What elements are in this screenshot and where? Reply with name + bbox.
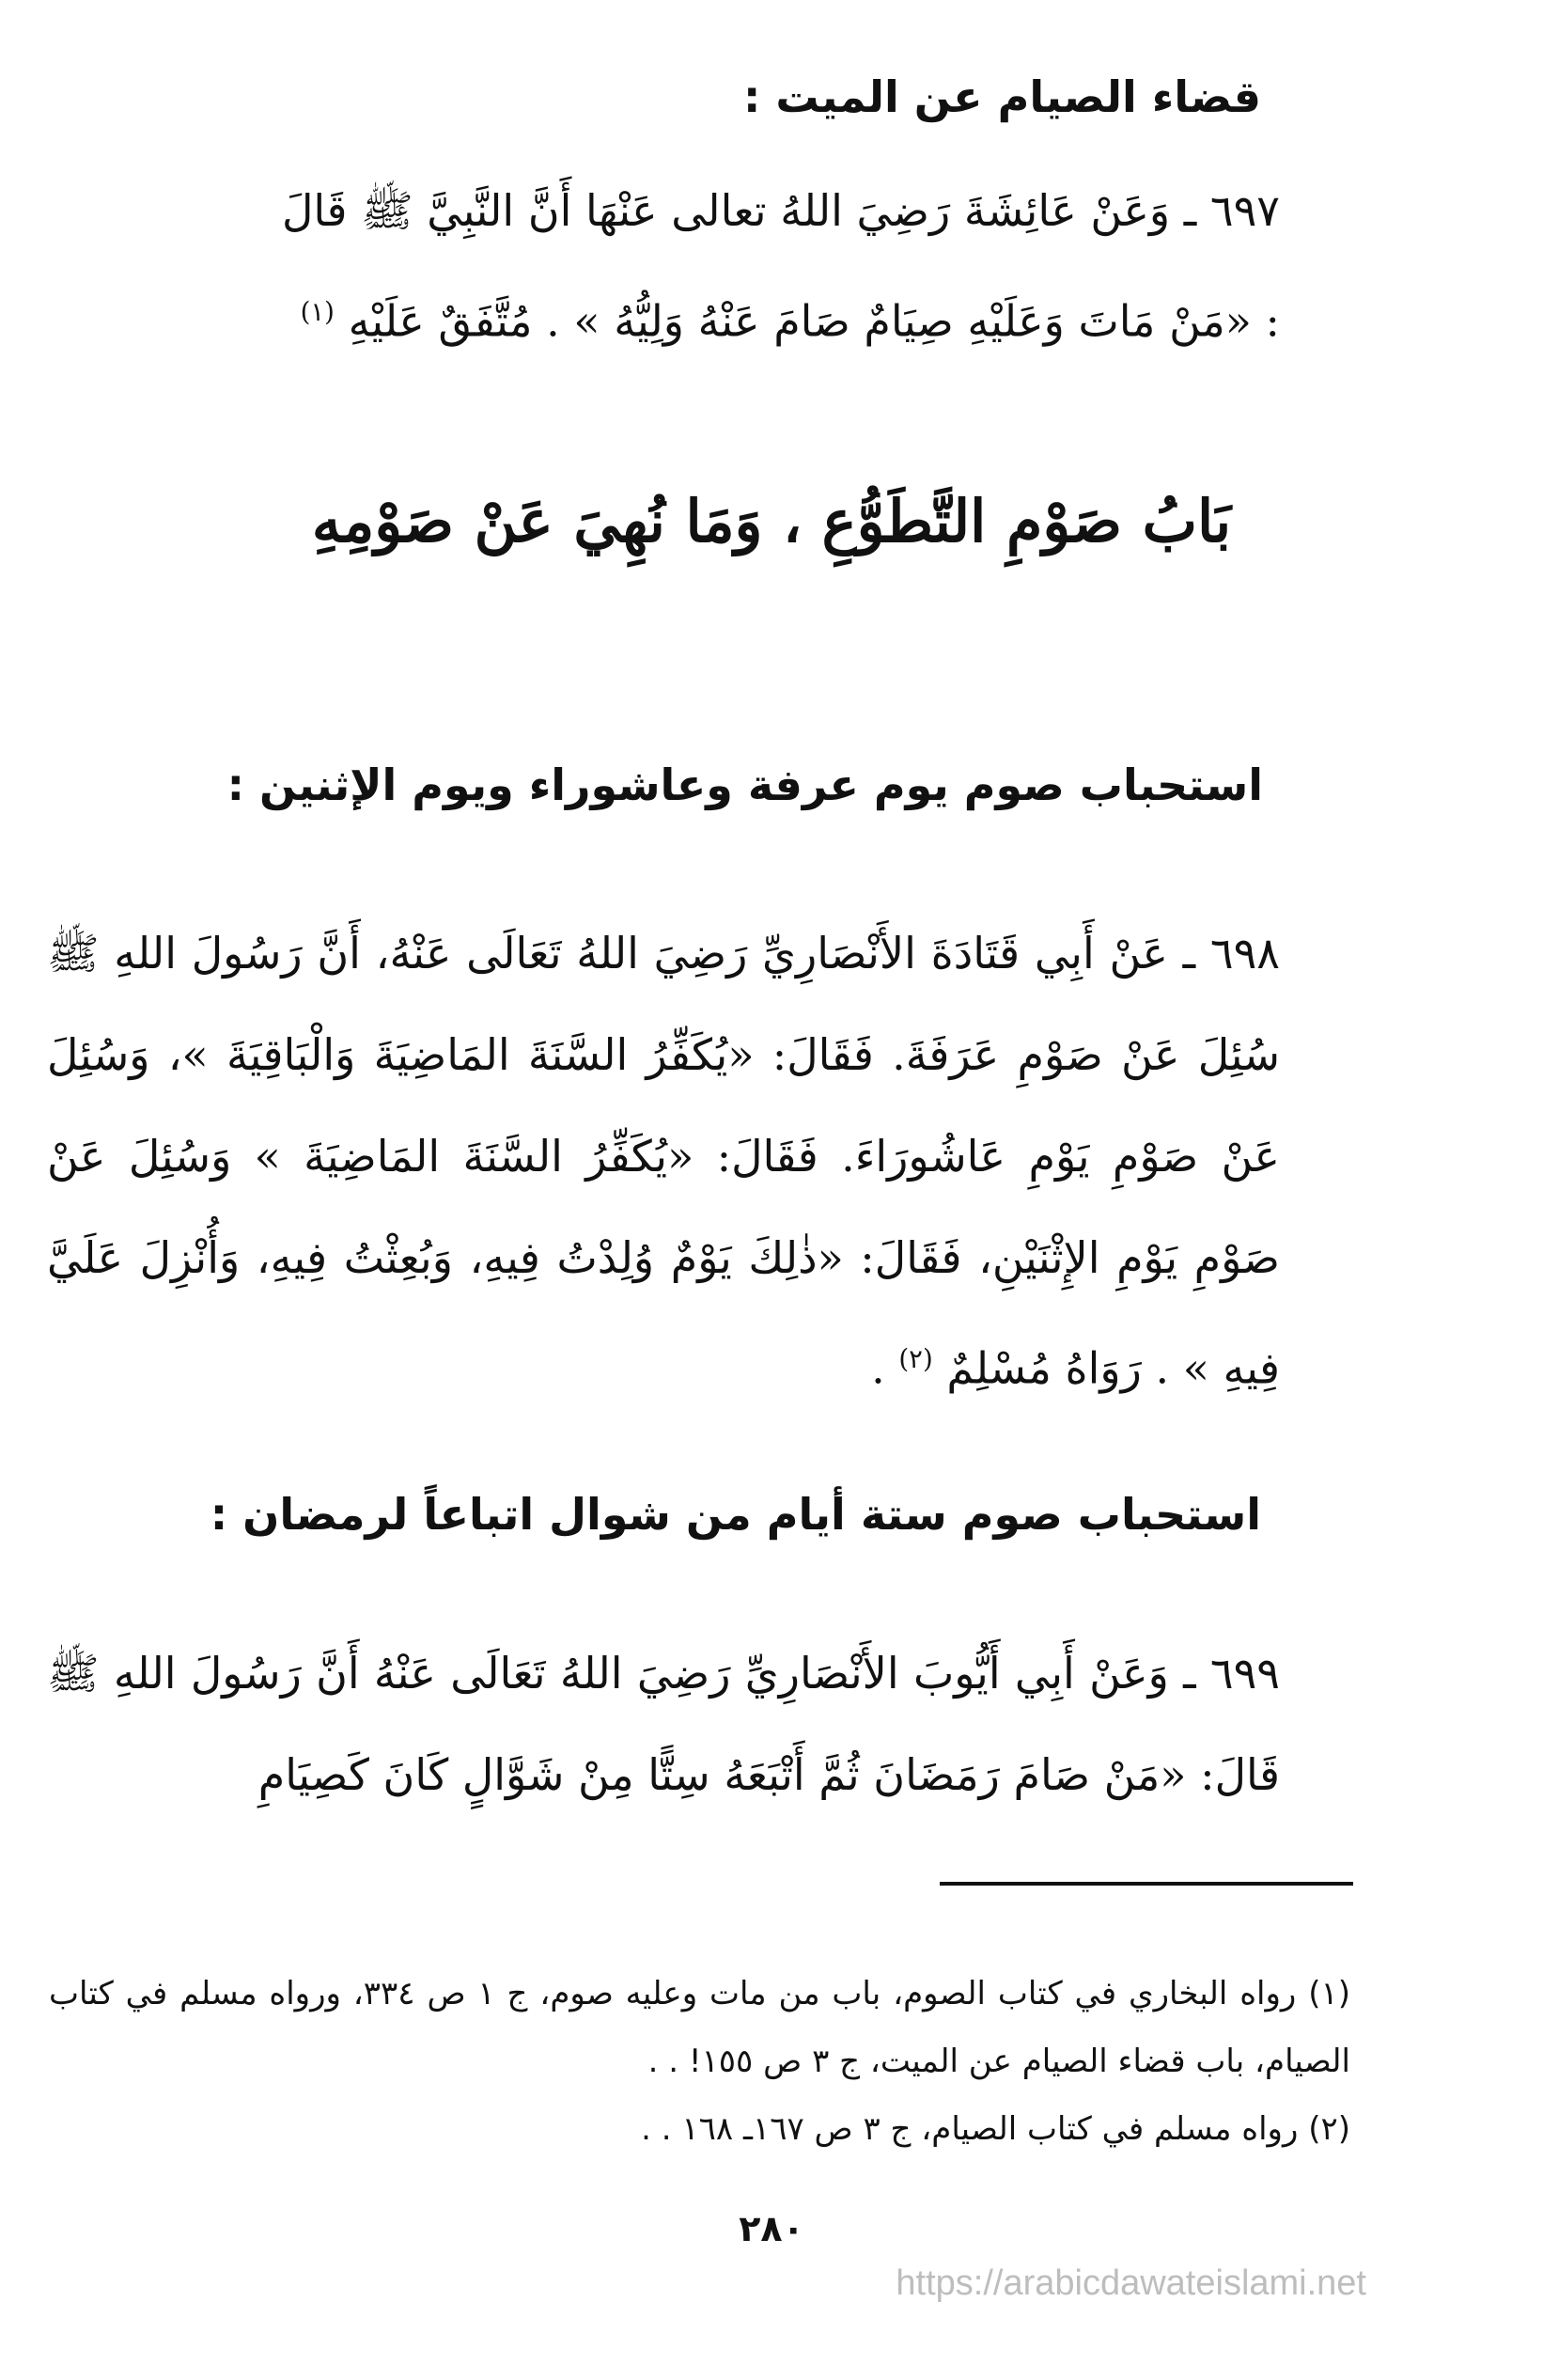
footnotes: [49, 1960, 1350, 2163]
hadith-699-text: ٦٩٩ ـ وَعَنْ أَبِي أَيُّوبَ الأَنْصَارِيِّ رَضِيَ اللهُ تَعَالَى عَنْهُ أَنَّ رَسُولَ اللهِ ﷺ قَالَ: «مَنْ صَامَ رَمَضَانَ ثُمَّ أَتْبَعَهُ سِتًّا مِنْ شَوَّالٍ كَانَ كَصِيَامِ: [47, 1648, 1280, 1800]
footnote-2: (٢) رواه مسلم في كتاب الصيام، ج ٣ ص ١٦٧ـ ١٦٨ . .: [641, 2110, 1350, 2148]
page-number: ٢٨٠: [739, 2208, 804, 2249]
footnote-1: (١) رواه البخاري في كتاب الصوم، باب من مات وعليه صوم، ج ١ ص ٣٣٤، ورواه مسلم في كتاب الصيام، باب قضاء الصيام عن الميت، ج ٣ ص ١٥٥! . .: [49, 1975, 1350, 2080]
chapter-title: بَابُ صَوْمِ التَّطَوُّعِ ، وَمَا نُهِيَ عَنْ صَوْمِهِ: [311, 487, 1232, 556]
hadith-697: [282, 160, 1280, 371]
heading-shawwal: استحباب صوم ستة أيام من شوال اتباعاً لرمضان :: [210, 1489, 1261, 1540]
hadith-698-end: .: [871, 1342, 885, 1394]
footnote-ref-1: (١): [300, 296, 335, 327]
heading-qada-siyam: قضاء الصيام عن الميت :: [743, 71, 1261, 122]
hadith-698-text: ٦٩٨ ـ عَنْ أَبِي قَتَادَةَ الأَنْصَارِيِّ رَضِيَ اللهُ تَعَالَى عَنْهُ، أَنَّ رَسُولَ اللهِ ﷺ سُئِلَ عَنْ صَوْمِ عَرَفَةَ. فَقَالَ: «يُكَفِّرُ السَّنَةَ المَاضِيَةَ وَالْبَاقِيَةَ »، وَسُئِلَ عَنْ صَوْمِ يَوْمِ عَاشُورَاءَ. فَقَالَ: «يُكَفِّرُ السَّنَةَ المَاضِيَةَ » وَسُئِلَ عَنْ صَوْمِ يَوْمِ الإِثْنَيْنِ، فَقَالَ: «ذٰلِكَ يَوْمٌ وُلِدْتُ فِيهِ، وَبُعِثْتُ فِيهِ، وَأُنْزِلَ عَلَيَّ فِيهِ » . رَوَاهُ مُسْلِمٌ: [47, 928, 1280, 1394]
hadith-697-text: ٦٩٧ ـ وَعَنْ عَائِشَةَ رَضِيَ اللهُ تعالى عَنْهَا أَنَّ النَّبِيَّ ﷺ قَالَ : «مَنْ مَاتَ وَعَلَيْهِ صِيَامٌ صَامَ عَنْهُ وَلِيُّهُ » . مُتَّفَقٌ عَلَيْهِ: [282, 185, 1280, 347]
watermark-url: https://arabicdawateislami.net: [896, 2263, 1366, 2303]
heading-arafah-ashura: استحباب صوم يوم عرفة وعاشوراء ويوم الإثنين :: [226, 759, 1263, 810]
footnote-divider: [940, 1882, 1353, 1886]
footnote-ref-2: (٢): [898, 1343, 933, 1374]
hadith-699: [47, 1622, 1280, 1825]
hadith-698: [47, 902, 1280, 1418]
